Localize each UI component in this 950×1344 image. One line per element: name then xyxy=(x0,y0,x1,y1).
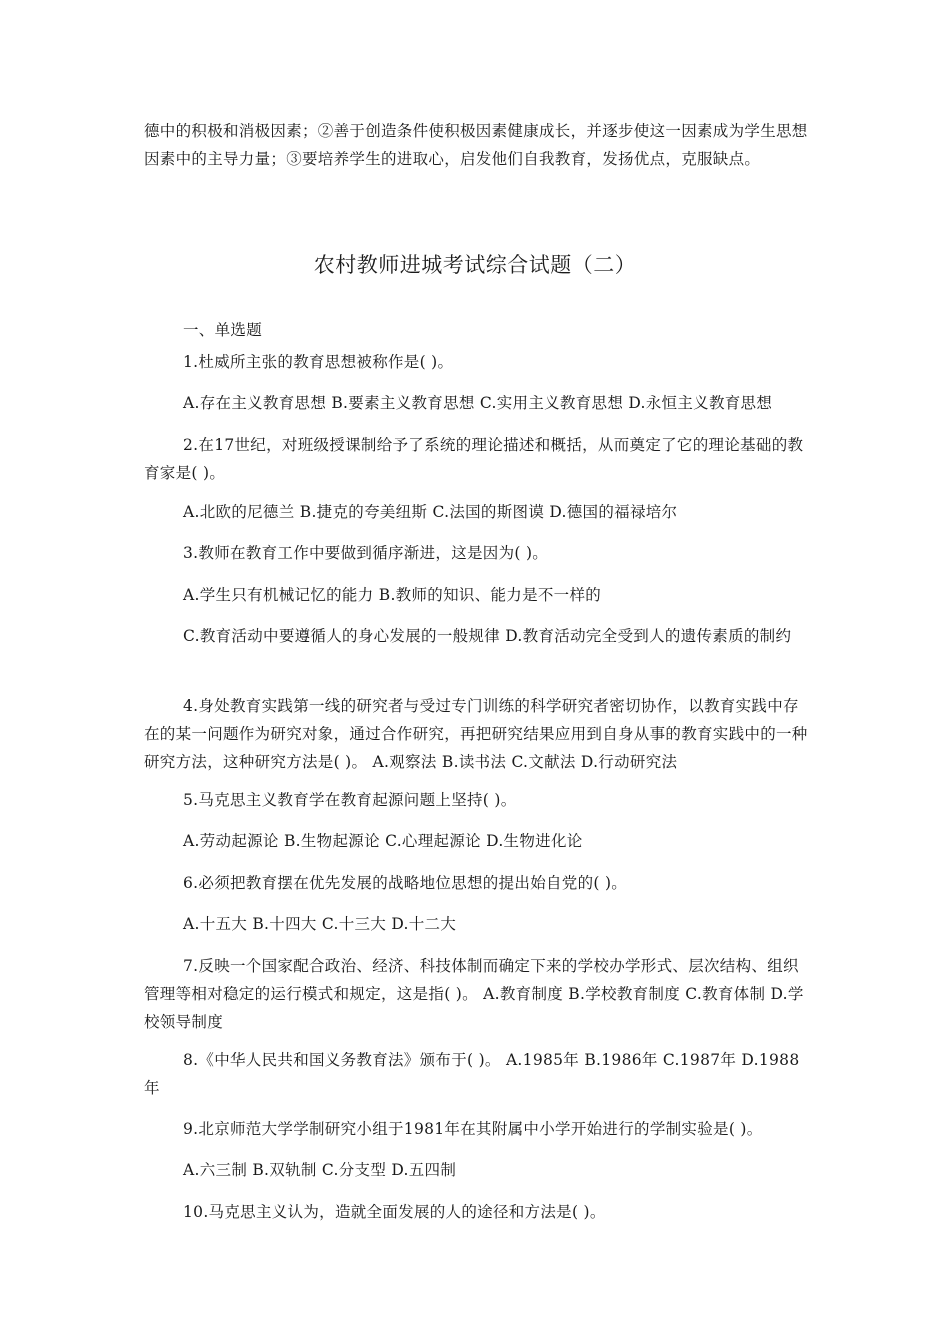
question-4: 4.身处教育实践第一线的研究者与受过专门训练的科学研究者密切协作，以教育实践中存在的某一问题作为研究对象，通过合作研究，再把研究结果应用到自身从事的教育实践中的一种研究方法，这种研究方法是( )。 A.观察法 B.读书法 C.文献法 D.行动研究法 xyxy=(144,697,808,771)
question-1-options: A.存在主义教育思想 B.要素主义教育思想 C.实用主义教育思想 D.永恒主义教育思想 xyxy=(183,394,773,412)
question-3-options-ab: A.学生只有机械记忆的能力 B.教师的知识、能力是不一样的 xyxy=(183,586,602,604)
question-2-options: A.北欧的尼德兰 B.捷克的夸美纽斯 C.法国的斯图谟 D.德国的福禄培尔 xyxy=(183,503,678,521)
question-5: 5.马克思主义教育学在教育起源问题上坚持( )。 xyxy=(183,791,517,809)
question-9-options: A.六三制 B.双轨制 C.分支型 D.五四制 xyxy=(183,1161,457,1179)
continuation-paragraph: 德中的积极和消极因素；②善于创造条件使积极因素健康成长，并逐步使这一因素成为学生思想因素中的主导力量；③要培养学生的进取心，启发他们自我教育，发扬优点，克服缺点。 xyxy=(144,122,808,168)
question-5-options: A.劳动起源论 B.生物起源论 C.心理起源论 D.生物进化论 xyxy=(183,832,583,850)
question-1: 1.杜威所主张的教育思想被称作是( )。 xyxy=(183,353,454,371)
question-8: 8.《中华人民共和国义务教育法》颁布于( )。 A.1985年 B.1986年 C.1987年 D.1988年 xyxy=(144,1051,800,1097)
question-7: 7.反映一个国家配合政治、经济、科技体制而确定下来的学校办学形式、层次结构、组织管理等相对稳定的运行模式和规定，这是指( )。 A.教育制度 B.学校教育制度 C.教育体制 D.学校领导制度 xyxy=(144,957,804,1031)
question-3-options-cd: C.教育活动中要遵循人的身心发展的一般规律 D.教育活动完全受到人的遗传素质的制约 xyxy=(183,627,792,645)
question-6: 6.必须把教育摆在优先发展的战略地位思想的提出始自党的( )。 xyxy=(183,874,628,892)
question-3: 3.教师在教育工作中要做到循序渐进，这是因为( )。 xyxy=(183,544,549,562)
question-9: 9.北京师范大学学制研究小组于1981年在其附属中小学开始进行的学制实验是( )。 xyxy=(183,1120,763,1138)
section-heading: 一、单选题 xyxy=(183,321,263,339)
question-10: 10.马克思主义认为，造就全面发展的人的途径和方法是( )。 xyxy=(183,1203,606,1221)
question-6-options: A.十五大 B.十四大 C.十三大 D.十二大 xyxy=(183,915,457,933)
document-title: 农村教师进城考试综合试题（二） xyxy=(313,253,637,277)
question-2: 2.在17世纪，对班级授课制给予了系统的理论描述和概括，从而奠定了它的理论基础的教育家是( )。 xyxy=(144,436,804,482)
